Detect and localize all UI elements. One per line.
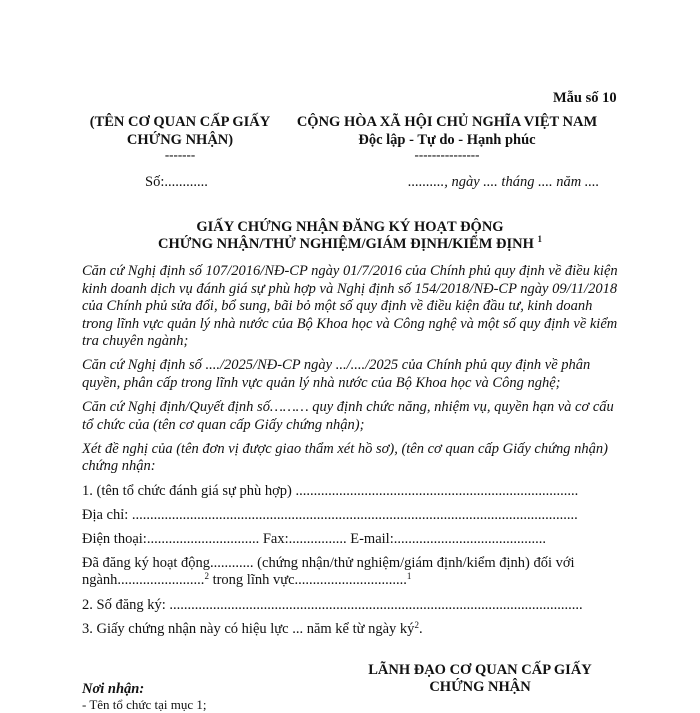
recipient-item: - Tên tổ chức tại mục 1; [82,697,207,712]
issuing-agency-header [80,113,280,161]
preamble-paragraph-4: Xét đề nghị của (tên đơn vị được giao thẩm xét hồ sơ), (tên cơ quan cấp Giấy chứng nhận) chứng nhận: [82,440,608,475]
title-line2-text: CHỨNG NHẬN/THỬ NGHIỆM/GIÁM ĐỊNH/KIỂM ĐỊNH [157,236,534,252]
validity-footnote: 2 [414,619,419,630]
agency-name-line1: (TÊN CƠ QUAN CẤP GIẤY [89,114,271,130]
document-title [80,219,620,253]
agency-name-line2: CHỨNG NHẬN) [126,132,234,148]
field-registration-number: 2. Số đăng ký: .................................................................................................................. [82,596,583,613]
document-body [82,263,620,645]
title-footnote: 1 [537,234,543,244]
preamble-paragraph-1: Căn cứ Nghị định số 107/2016/NĐ-CP ngày 01/7/2016 của Chính phủ quy định về điều kiện kinh doanh dịch vụ đánh giá sự phù hợp và Nghị định số 154/2018/NĐ-CP ngày 09/11/2018 của Chính phủ sửa đổi, bổ sung, bãi bỏ một số quy định về điều kiện đầu tư, kinh doanh trong lĩnh vực quản lý nhà nước của Bộ Khoa học và Công nghệ và một số quy định về kiểm tra chuyên ngành; [82,263,618,350]
field-validity [82,621,620,639]
field-registration-line1: Đã đăng ký hoạt động............ (chứng nhận/thử nghiệm/giám định/kiểm định) đối với [82,554,575,571]
national-motto: Độc lập - Tự do - Hạnh phúc [358,132,536,148]
validity-end: . [418,620,423,637]
agency-divider: ------- [164,147,196,162]
recipients-label: Nơi nhận: [82,681,145,697]
field-organization: 1. (tên tổ chức đánh giá sự phù hợp) .............................................................................. [82,482,579,499]
title-line1: GIẤY CHỨNG NHẬN ĐĂNG KÝ HOẠT ĐỘNG [196,219,504,235]
title-line2 [80,236,620,253]
document-number: Số:............ [145,174,208,190]
signer-line2: CHỨNG NHẬN [429,679,531,695]
preamble-paragraph-2: Căn cứ Nghị định số ..../2025/NĐ-CP ngày .../..../2025 của Chính phủ quy định về phân quyền, phân cấp trong lĩnh vực quản lý nhà nước của Bộ Khoa học và Công nghệ; [82,357,591,392]
field-address: Địa chỉ: ........................................................................................................................... [82,506,578,523]
sector-footnote: 2 [204,571,209,582]
field-sector: ngành........................ [82,572,205,589]
motto-divider: --------------- [414,147,480,162]
field-domain: trong lĩnh vực............................... [208,572,407,589]
domain-footnote: 1 [406,571,412,582]
signer-line1: LÃNH ĐẠO CƠ QUAN CẤP GIẤY [368,662,592,678]
national-header [282,113,612,161]
signer-block [350,662,610,696]
field-contact: Điện thoại:............................... Fax:................ E-mail:.......................................... [82,530,546,547]
preamble-paragraph-3: Căn cứ Nghị định/Quyết định số……… quy định chức năng, nhiệm vụ, quyền hạn và cơ cấu tổ chức của (tên cơ quan cấp Giấy chứng nhận); [82,399,614,433]
validity-text: 3. Giấy chứng nhận này có hiệu lực ... năm kể từ ngày ký [82,620,415,637]
field-registration-line2 [82,572,620,590]
form-number: Mẫu số 10 [553,90,617,106]
issue-date: .........., ngày .... tháng .... năm .... [408,174,600,190]
country-name: CỘNG HÒA XÃ HỘI CHỦ NGHĨA VIỆT NAM [296,114,598,130]
